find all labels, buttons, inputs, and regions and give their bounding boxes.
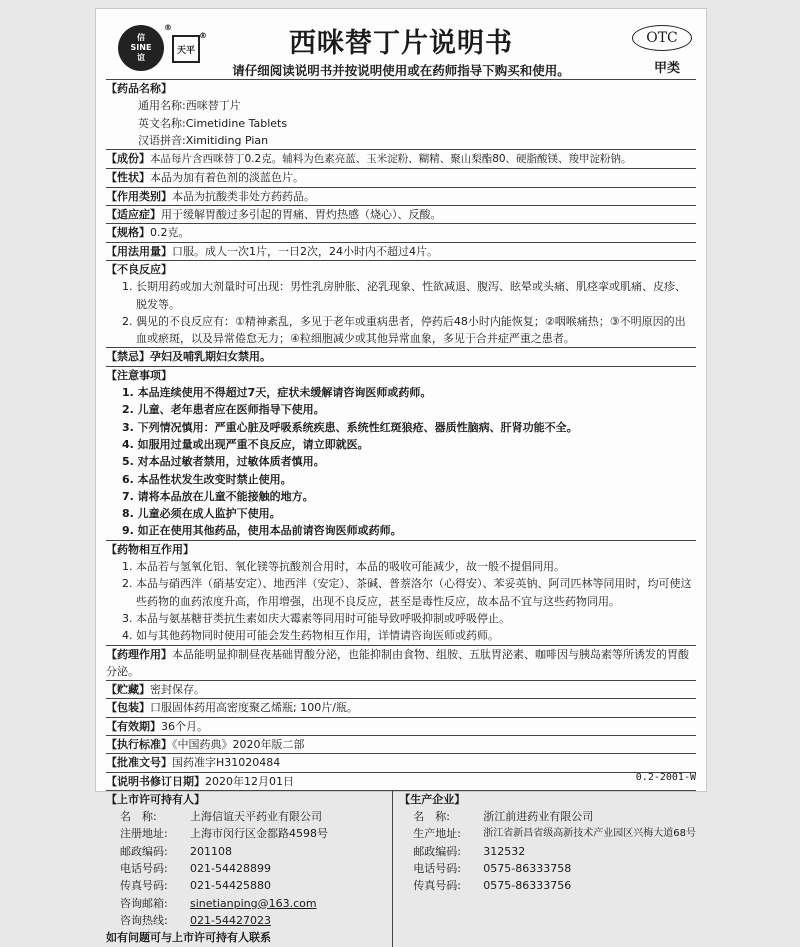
interactions-section <box>106 540 696 645</box>
holder-row <box>106 843 392 860</box>
holder-value: 上海市闵行区金都路4598号 <box>190 827 328 841</box>
holder-row <box>106 808 392 825</box>
holder-value: 201108 <box>190 844 232 858</box>
drug-name-section <box>106 79 696 149</box>
holder-row <box>106 860 392 877</box>
storage-text: 密封保存。 <box>150 683 205 697</box>
interaction-item: 4. 如与其他药物同时使用可能会发生药物相互作用，详情请咨询医师或药师。 <box>122 629 499 643</box>
precaution-item: 5. 对本品过敏者禁用，过敏体质者慎用。 <box>122 455 325 469</box>
holder-hotline: 021-54427023 <box>190 913 271 927</box>
holder-row <box>106 912 392 929</box>
holder-key: 邮政编码: <box>120 844 168 858</box>
adverse-item: 1. 长期用药或加大剂量时可出现：男性乳房肿胀、泌乳现象、性欲减退、腹泻、眩晕或头痛、肌痉挛或肌痛、皮疹、脱发等。 <box>122 280 686 311</box>
holder-value: 上海信谊天平药业有限公司 <box>190 810 322 824</box>
category-label: 【作用类别】 <box>106 189 172 203</box>
approval-text: 国药准字H31020484 <box>172 756 281 770</box>
manufacturer-row <box>399 877 696 894</box>
manufacturer-key: 传真号码: <box>413 879 461 893</box>
standard-label: 【执行标准】 <box>106 737 172 751</box>
drug-name-label: 【药品名称】 <box>106 82 172 95</box>
manufacturer-key: 电话号码: <box>413 862 461 876</box>
manufacturer-key: 名 称: <box>413 810 450 824</box>
generic-name: 西咪替丁片 <box>185 99 241 113</box>
approval-label: 【批准文号】 <box>106 756 172 770</box>
precaution-item: 3. 下列情况慎用：严重心脏及呼吸系统疾患、系统性红斑狼疮、器质性脑病、肝肾功能不全。 <box>122 420 578 434</box>
indications-label: 【适应症】 <box>106 208 161 222</box>
generic-name-label: 通用名称: <box>138 99 186 113</box>
holder-key: 咨询邮箱: <box>120 896 168 910</box>
properties-label: 【性状】 <box>106 171 150 185</box>
indications-text: 用于缓解胃酸过多引起的胃痛、胃灼热感（烧心）、反酸。 <box>161 208 442 222</box>
package-section <box>106 698 696 716</box>
precaution-item: 7. 请将本品放在儿童不能接触的地方。 <box>122 489 314 503</box>
english-name: Cimetidine Tablets <box>185 116 288 130</box>
sine-logo-bot: 谊 <box>137 53 145 62</box>
holder-column <box>106 791 392 947</box>
sine-logo-mid: SINE <box>130 43 152 52</box>
dosage-section <box>106 242 696 260</box>
manufacturer-value: 浙江前进药业有限公司 <box>483 810 594 824</box>
precaution-item: 4. 如服用过量或出现严重不良反应，请立即就医。 <box>122 437 369 451</box>
revision-text: 2020年12月01日 <box>205 774 294 788</box>
document-title: 西咪替丁片说明书 <box>289 28 513 59</box>
pharmacology-label: 【药理作用】 <box>106 647 172 661</box>
precaution-item: 9. 如正在使用其他药品，使用本品前请咨询医师或药师。 <box>122 524 402 538</box>
adverse-label: 【不良反应】 <box>106 262 172 276</box>
spec-text: 0.2克。 <box>150 226 190 240</box>
contraindications-text: 孕妇及哺乳期妇女禁用。 <box>150 350 271 364</box>
manufacturer-row <box>399 808 696 825</box>
holder-label: 【上市许可持有人】 <box>106 792 205 806</box>
adverse-item: 2. 偶见的不良反应有：①精神紊乱，多见于老年或重病患者，停药后48小时内能恢复；②咽喉痛热；③不明原因的出血或瘀斑，以及异常倦怠无力；④粒细胞减少或其他异常血象，多见于合并症严重之患者。 <box>122 314 686 346</box>
holder-key: 电话号码: <box>120 862 168 876</box>
sine-logo-top: 信 <box>137 33 145 42</box>
pinyin-label: 汉语拼音: <box>138 133 186 147</box>
manufacturer-value: 312532 <box>483 844 526 858</box>
registered-mark-2: ® <box>199 31 207 40</box>
validity-section <box>106 717 696 735</box>
properties-section <box>106 168 696 186</box>
holder-row <box>106 895 392 912</box>
holder-key: 传真号码: <box>120 879 168 893</box>
precautions-label: 【注意事项】 <box>106 368 172 382</box>
properties-text: 本品为加有着色剂的淡蓝色片。 <box>150 171 304 185</box>
holder-value: 021-54428899 <box>190 862 271 876</box>
leaflet-page <box>95 8 707 945</box>
precaution-item: 6. 本品性状发生改变时禁止使用。 <box>122 472 292 486</box>
manufacturer-row <box>399 825 696 842</box>
category-section <box>106 187 696 205</box>
manufacturer-value: 浙江省新昌省级高新技术产业园区兴梅大道68号 <box>483 828 696 840</box>
storage-section <box>106 680 696 698</box>
adverse-section <box>106 260 696 347</box>
dosage-label: 【用法用量】 <box>106 244 172 258</box>
manufacturer-key: 邮政编码: <box>413 844 461 858</box>
indications-section <box>106 205 696 223</box>
holder-row <box>106 877 392 894</box>
category-text: 本品为抗酸类非处方药药品。 <box>172 189 315 203</box>
standard-text: 《中国药典》2020年版二部 <box>172 737 305 751</box>
document-subtitle: 请仔细阅读说明书并按说明使用或在药师指导下购买和使用。 <box>232 63 570 78</box>
company-info <box>106 790 696 947</box>
validity-label: 【有效期】 <box>106 719 161 733</box>
package-text: 口服固体药用高密度聚乙烯瓶; 100片/瓶。 <box>150 701 358 715</box>
holder-key: 名 称: <box>120 810 157 824</box>
approval-section <box>106 753 696 771</box>
dosage-text: 口服。成人一次1片，一日2次，24小时内不超过4片。 <box>172 244 438 258</box>
contraindications-section <box>106 347 696 365</box>
holder-key: 注册地址: <box>120 827 168 841</box>
english-name-label: 英文名称: <box>138 116 186 130</box>
manufacturer-key: 生产地址: <box>413 827 461 841</box>
contact-note: 如有问题可与上市许可持有人联系 <box>106 931 271 945</box>
registered-mark: ® <box>164 23 172 32</box>
standard-section <box>106 735 696 753</box>
tianping-logo-text: 天平 <box>176 45 195 56</box>
interaction-item: 1. 本品若与氢氧化铝、氧化镁等抗酸剂合用时，本品的吸收可能减少，故一般不提倡同用。 <box>122 560 565 574</box>
interactions-label: 【药物相互作用】 <box>106 542 194 556</box>
revision-section <box>106 772 696 790</box>
precautions-section <box>106 366 696 540</box>
package-label: 【包装】 <box>106 701 150 715</box>
otc-category: 甲类 <box>653 61 680 76</box>
otc-badge: OTC <box>632 25 692 51</box>
manufacturer-value: 0575-86333756 <box>483 879 572 893</box>
manufacturer-column <box>392 791 696 947</box>
precaution-item: 8. 儿童必须在成人监护下使用。 <box>122 507 281 521</box>
pinyin-name: Ximitiding Pian <box>185 133 269 147</box>
interaction-item: 2. 本品与硝西泮（硝基安定）、地西泮（安定）、茶碱、普萘洛尔（心得安）、苯妥英钠、阿司匹林等同用时，均可使这些药物的血药浓度升高，作用增强，出现不良反应，甚至是毒性反应，故本品不宜与这些药物同用。 <box>122 577 692 608</box>
spec-label: 【规格】 <box>106 226 150 240</box>
precaution-item: 2. 儿童、老年患者应在医师指导下使用。 <box>122 403 325 417</box>
holder-email[interactable]: sinetianping@163.com <box>190 896 317 910</box>
composition-text: 本品每片含西咪替丁0.2克。辅料为色素亮蓝、玉米淀粉、糊精、聚山梨酯80、硬脂酸镁、羧甲淀粉钠。 <box>150 153 632 166</box>
holder-row <box>106 825 392 842</box>
pharmacology-text: 本品能明显抑制昼夜基础胃酸分泌，也能抑制由食物、组胺、五肽胃泌素、咖啡因与胰岛素等所诱发的胃酸分泌。 <box>106 647 689 678</box>
header <box>106 17 696 79</box>
manufacturer-label: 【生产企业】 <box>399 792 466 806</box>
spec-section <box>106 223 696 241</box>
leaflet-content <box>106 79 696 947</box>
manufacturer-row <box>399 843 696 860</box>
revision-label: 【说明书修订日期】 <box>106 774 205 788</box>
contraindications-label: 【禁忌】 <box>106 350 150 364</box>
validity-text: 36个月。 <box>161 719 208 733</box>
pharmacology-section <box>106 645 696 681</box>
storage-label: 【贮藏】 <box>106 683 150 697</box>
manufacturer-row <box>399 860 696 877</box>
interaction-item: 3. 本品与氨基糖苷类抗生素如庆大霉素等同用时可能导致呼吸抑制或呼吸停止。 <box>122 611 510 625</box>
composition-section <box>106 149 696 168</box>
composition-label: 【成份】 <box>106 152 150 166</box>
holder-key: 咨询热线: <box>120 913 168 927</box>
manufacturer-value: 0575-86333758 <box>483 862 572 876</box>
holder-value: 021-54425880 <box>190 879 271 893</box>
print-code: 0.2-2001-W <box>635 772 696 783</box>
precaution-item: 1. 本品连续使用不得超过7天，症状未缓解请咨询医师或药师。 <box>122 386 432 400</box>
